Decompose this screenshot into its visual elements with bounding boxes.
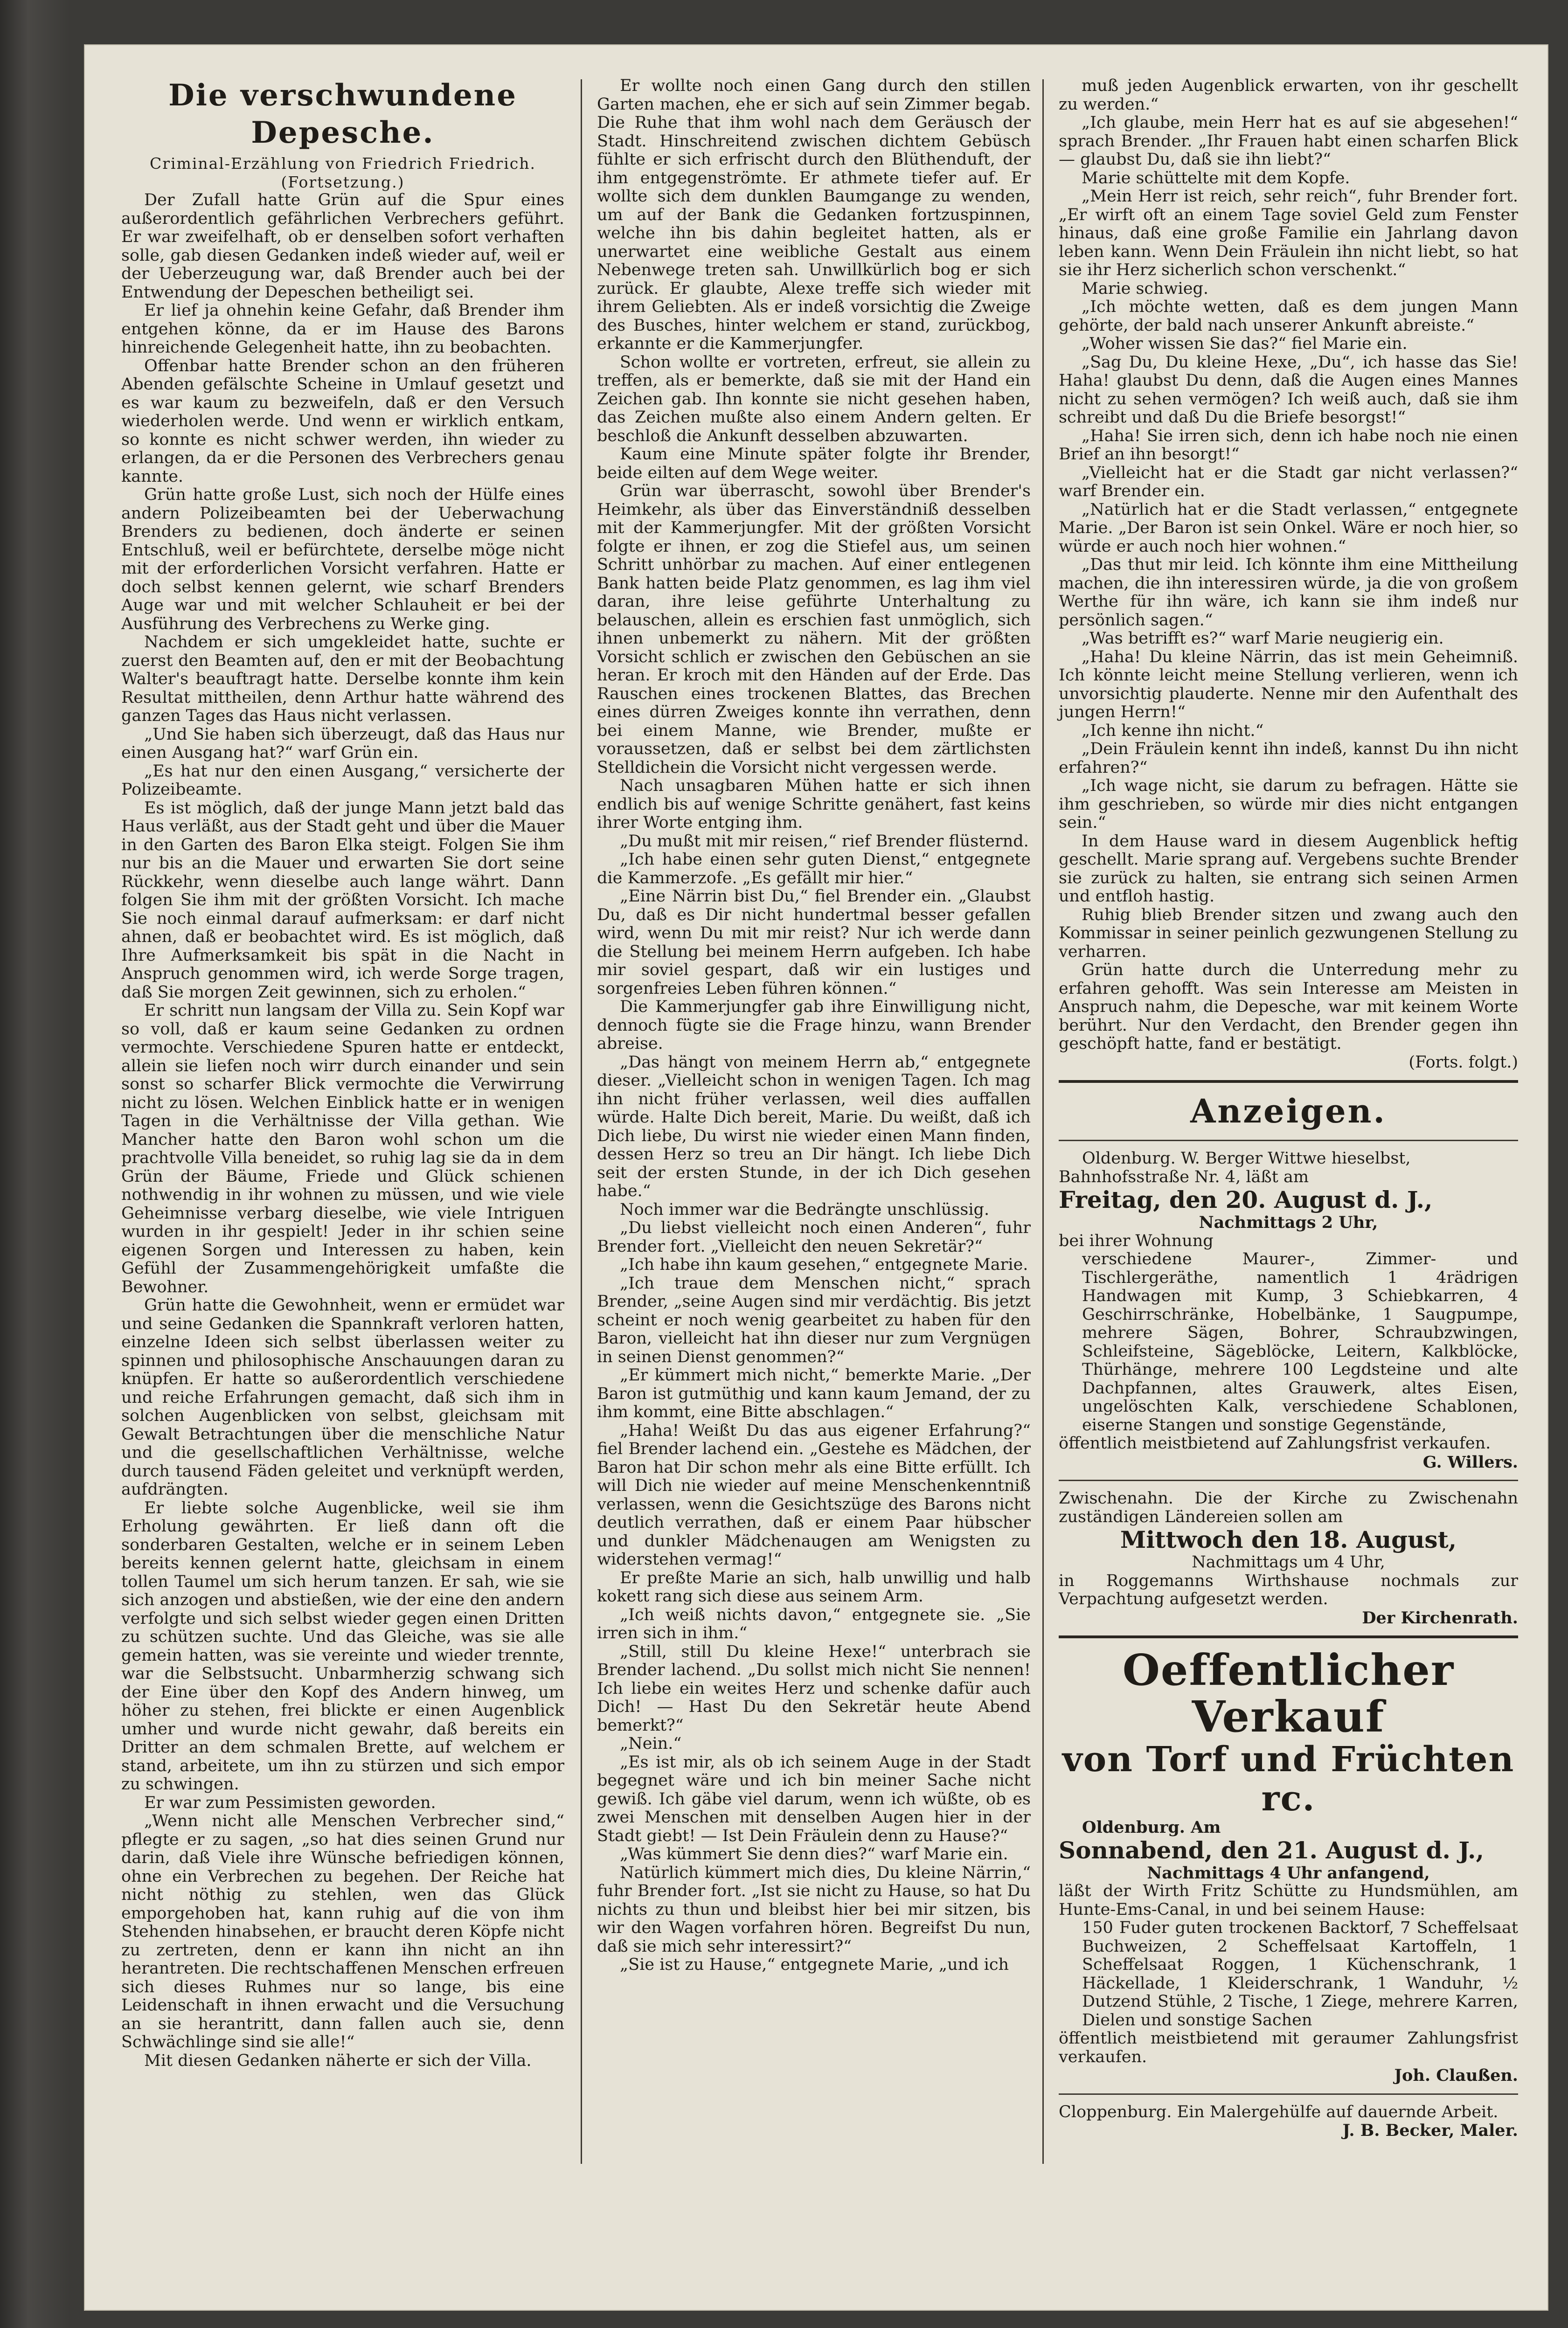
ad-items: 150 Fuder guten trockenen Backtorf, 7 Scheffelsaat Buchweizen, 2 Scheffelsaat Kartoffeln, 1 Scheffelsaat Roggen, 1 Küchenschrank, 1 Häckellade, 1 Kleiderschrank, 1 Wanduhr, ½ Dutzend Stühle, 2 Tische, 1 Ziege, mehrere Karren, Dielen und sonstige Sachen bbox=[1082, 1919, 1518, 2030]
paragraph: Grün war überrascht, sowohl über Brender's Heimkehr, als über das Einverständniß desselben mit der Kammerjungfer. Mit der größten Vorsicht folgte er ihnen, er zog die Stiefel aus, um seinen Schritt unhörbar zu machen. Auf einer entlegenen Bank hatten beide Platz genommen, es lag ihm viel daran, ihre leise geführte Unterhaltung zu belauschen, allein es erschien fast unmöglich, sich ihnen unbemerkt zu nähern. Mit der größten Vorsicht schlich er zwischen den Gebüschen an sie heran. Er kroch mit den Händen auf der Erde. Das Rauschen eines trockenen Blattes, das Brechen eines dürren Zweiges konnte ihn verrathen, denn bei einem Manne, wie Brender, mußte er voraussetzen, daß er selbst bei dem zärtlichsten Stelldichein die Vorsicht nicht vergessen werde. bbox=[597, 482, 1031, 777]
paragraph: „Du mußt mit mir reisen,“ rief Brender flüsternd. bbox=[620, 831, 1029, 851]
paragraph: muß jeden Augenblick erwarten, von ihr geschellt zu werden.“ bbox=[1059, 76, 1518, 114]
paragraph: Er lief ja ohnehin keine Gefahr, daß Brender ihm entgehen könne, da er im Hause des Barons hinreichende Gelegenheit hatte, ihn zu beobachten. bbox=[121, 301, 564, 357]
column-rule bbox=[1042, 79, 1044, 2164]
ad-time: Nachmittags 2 Uhr, bbox=[1199, 1213, 1378, 1232]
ad-date: Freitag, den 20. August d. J., bbox=[1059, 1186, 1433, 1213]
story-continuation: (Fortsetzung.) bbox=[281, 173, 405, 191]
paragraph: „Sag Du, Du kleine Hexe, „Du“, ich hasse das Sie! Haha! glaubst Du denn, daß die Augen eines Mannes nicht zu sehen vermögen? Ich weiß auch, daß sie ihm schreibt und daß Du die Briefe besorgst!“ bbox=[1059, 353, 1518, 427]
divider bbox=[1059, 1480, 1518, 1481]
column-left bbox=[121, 77, 564, 2070]
ad-signature: G. Willers. bbox=[1422, 1452, 1518, 1472]
paragraph: Mit diesen Gedanken näherte er sich der Villa. bbox=[144, 2051, 532, 2070]
ad-sale-torf bbox=[1059, 1647, 1518, 2085]
divider bbox=[1059, 1635, 1518, 1638]
ad-time: Nachmittags 4 Uhr anfangend, bbox=[1147, 1863, 1430, 1883]
paragraph: „Sie ist zu Hause,“ entgegnete Marie, „und ich bbox=[620, 1955, 1009, 1974]
paragraph: Grün hatte die Gewohnheit, wenn er ermüdet war und seine Gedanken die Spannkraft verloren hatten, einzelne Ideen sich selbst überlassen weiter zu spinnen und philosophische Anschauungen daran zu knüpfen. Er hatte so außerordentlich verschiedene und reiche Erfahrungen gemacht, daß sich ihm in solchen Augenblicken von selbst, gleichsam mit Gewalt Betrachtungen über die menschliche Natur und die gesellschaftlichen Verhältnisse, welche durch tausend Fäden geleitet und verknüpft werden, aufdrängten. bbox=[121, 1296, 564, 1499]
ad-text: Zwischenahn. Die der Kirche zu Zwischenahn zuständigen Ländereien sollen am bbox=[1059, 1489, 1518, 1526]
ad-items: verschiedene Maurer-, Zimmer- und Tischlergeräthe, namentlich 1 4rädrigen Handwagen mit Kump, 3 Schiebkarren, 4 Geschirrschränke, Hobelbänke, 1 Saugpumpe, mehrere Sägen, Bohrer, Schraubzwingen, Schleifsteine, Sägeblöcke, Leitern, Kalkblöcke, Thürhänge, mehrere 100 Legdsteine und alte Dachpfannen, altes Grauwerk, altes Eisen, ungelöschten Kalk, verschiedene Schablonen, eiserne Stangen und sonstige Gegenstände, bbox=[1082, 1250, 1518, 1434]
paragraph: „Das thut mir leid. Ich könnte ihm eine Mittheilung machen, die ihn interessiren würde, ja die von großem Werthe für ihn wäre, ich kann sie ihm indeß nur persönlich sagen.“ bbox=[1059, 555, 1518, 630]
paragraph: „Was betrifft es?“ warf Marie neugierig ein. bbox=[1082, 629, 1444, 648]
paragraph: „Du liebst vielleicht noch einen Anderen“, fuhr Brender fort. „Vielleicht den neuen Sekretär?“ bbox=[597, 1219, 1031, 1256]
paragraph: „Haha! Sie irren sich, denn ich habe noch nie einen Brief an ihn besorgt!“ bbox=[1059, 426, 1518, 464]
ad-text: läßt der Wirth Fritz Schütte zu Hundsmühlen, am Hunte-Ems-Canal, in und bei seinem Hause: bbox=[1059, 1882, 1518, 1919]
paragraph: Noch immer war die Bedrängte unschlüssig. bbox=[620, 1200, 990, 1219]
paragraph: „Nein.“ bbox=[620, 1734, 682, 1753]
to-be-continued: (Forts. folgt.) bbox=[1408, 1053, 1518, 1072]
ad-job-becker bbox=[1059, 2103, 1518, 2140]
paragraph: „Das hängt von meinem Herrn ab,“ entgegnete dieser. „Vielleicht schon in wenigen Tagen. Ich mag ihn nicht früher verlassen, weil dies auffallen würde. Halte Dich bereit, Marie. Du weißt, daß ich Dich liebe, Du wirst nie wieder einen Mann finden, dessen Herz so treu an Dir hängt. Ich liebe Dich seit der ersten Stunde, in der ich Dich gesehen habe.“ bbox=[597, 1053, 1031, 1200]
paragraph: „Und Sie haben sich überzeugt, daß das Haus nur einen Ausgang hat?“ warf Grün ein. bbox=[121, 725, 564, 762]
paragraph: „Er kümmert mich nicht,“ bemerkte Marie. „Der Baron ist gutmüthig und kann kaum Jemand, der zu ihm kommt, eine Bitte abschlagen.“ bbox=[597, 1366, 1031, 1421]
ad-text: Cloppenburg. Ein Malergehülfe auf dauernde Arbeit. bbox=[1059, 2102, 1499, 2121]
paragraph: Er schritt nun langsam der Villa zu. Sein Kopf war so voll, daß er kaum seine Gedanken zu ordnen vermochte. Verschiedene Spuren hatte er entdeckt, allein sie liefen noch wirr durch einander und sein sonst so scharfer Blick vermochte die Verwirrung nicht zu lösen. Welchen Einblick hatte er in wenigen Tagen in die Verhältnisse der Villa gethan. Wie Mancher hatte den Baron wohl schon um die prachtvolle Villa beneidet, so ruhig lag sie da in dem Grün der Bäume, Friede und Glück schienen nothwendig in ihr wohnen zu müssen, und wie viele Geheimnisse verbarg dieselbe, wie viele Intriguen wurden in ihr gespielt! Jeder in ihr schien seine eigenen Sorgen und Interessen zu haben, kein Gefühl der Zusammengehörigkeit umfaßte die Bewohner. bbox=[121, 1001, 564, 1296]
paragraph: „Was kümmert Sie denn dies?“ warf Marie ein. bbox=[620, 1845, 1008, 1864]
paragraph: „Woher wissen Sie das?“ fiel Marie ein. bbox=[1082, 334, 1408, 353]
paragraph: „Es ist mir, als ob ich seinem Auge in der Stadt begegnet wäre und ich bin meiner Sache nicht gewiß. Ich gäbe viel darum, wenn ich wüßte, ob es zwei Menschen mit denselben Augen hier in der Stadt giebt! — Ist Dein Fräulein denn zu Hause?“ bbox=[597, 1753, 1031, 1845]
ad-text: Oldenburg. W. Berger Wittwe hieselbst, bbox=[1082, 1149, 1411, 1168]
paragraph: Nach unsagbaren Mühen hatte er sich ihnen endlich bis auf wenige Schritte genähert, fast keins ihrer Worte entging ihm. bbox=[597, 776, 1031, 832]
paragraph: „Ich habe einen sehr guten Dienst,“ entgegnete die Kammerzofe. „Es gefällt mir hier.“ bbox=[597, 850, 1031, 887]
paragraph: „Ich weiß nichts davon,“ entgegnete sie. „Sie irren sich in ihm.“ bbox=[597, 1605, 1031, 1642]
ad-text: Bahnhofsstraße Nr. 4, läßt am bbox=[1059, 1167, 1309, 1186]
paragraph: „Mein Herr ist reich, sehr reich“, fuhr Brender fort. „Er wirft oft an einem Tage soviel Geld zum Fenster hinaus, daß eine große Familie ein Jahrlang davon leben kann. Wenn Dein Fräulein ihn nicht liebt, so hat sie ihr Herz sicherlich schon verschenkt.“ bbox=[1059, 187, 1518, 279]
column-rule bbox=[581, 79, 582, 2164]
paragraph: „Es hat nur den einen Ausgang,“ versicherte der Polizeibeamte. bbox=[121, 762, 564, 799]
paragraph: „Ich wage nicht, sie darum zu befragen. Hätte sie ihm geschrieben, so würde mir dies nicht entgangen sein.“ bbox=[1059, 776, 1518, 832]
column-middle bbox=[597, 77, 1031, 1975]
ad-auction-berger bbox=[1059, 1150, 1518, 1471]
paragraph: Es ist möglich, daß der junge Mann jetzt bald das Haus verläßt, aus der Stadt geht und über die Mauer in den Garten des Baron Elka steigt. Folgen Sie ihm nur bis an die Mauer und erwarten Sie dort seine Rückkehr, wenn dieselbe auch lange währt. Dann folgen Sie ihm mit der größten Vorsicht. Ich mache Sie noch einmal darauf aufmerksam: er darf nicht ahnen, daß er beobachtet wird. Es ist möglich, daß Ihre Aufmerksamkeit bis spät in die Nacht in Anspruch genommen wird, ich werde Sorge tragen, daß Sie morgen Zeit gewinnen, sich zu erholen.“ bbox=[121, 798, 564, 1002]
ad-headline: von Torf und Früchten rc. bbox=[1062, 1739, 1515, 1819]
paragraph: „Haha! Weißt Du das aus eigener Erfahrung?“ fiel Brender lachend ein. „Gestehe es Mädchen, der Baron hat Dir schon mehr als eine Bitte erfüllt. Ich will Dich nie wieder auf meine Menschenkenntniß verlassen, wenn die Gesichtszüge des Barons nicht deutlich verrathen, daß er einem Paar hübscher und dunkler Mädchenaugen am Wenigsten zu widerstehen vermag!“ bbox=[597, 1421, 1031, 1569]
paragraph: Er preßte Marie an sich, halb unwillig und halb kokett rang sich diese aus seinem Arm. bbox=[597, 1568, 1031, 1606]
paragraph: Grün hatte durch die Unterredung mehr zu erfahren gehofft. Was sein Interesse am Meisten in Anspruch nahm, die Depesche, war mit keinem Worte berührt. Nur den Verdacht, den Brender gegen ihn geschöpft hatte, fand er bestätigt. bbox=[1059, 961, 1518, 1053]
paragraph: Nachdem er sich umgekleidet hatte, suchte er zuerst den Beamten auf, den er mit der Beobachtung Walter's beauftragt hatte. Derselbe konnte ihm kein Resultat mittheilen, denn Arthur hatte während des ganzen Tages das Haus nicht verlassen. bbox=[121, 633, 564, 725]
divider bbox=[1059, 1140, 1518, 1141]
paragraph: Der Zufall hatte Grün auf die Spur eines außerordentlich gefährlichen Verbrechers geführt. Er war zweifelhaft, ob er denselben sofort verhaften solle, gab diesen Gedanken indeß wieder auf, weil er der Ueberzeugung war, daß Brender auch bei der Entwendung der Depeschen betheiligt sei. bbox=[121, 191, 564, 302]
paragraph: Grün hatte große Lust, sich noch der Hülfe eines andern Polizeibeamten bei der Ueberwachung Brenders zu bedienen, doch änderte er seinen Entschluß, weil er befürchtete, derselbe möge nicht mit der erforderlichen Vorsicht verfahren. Hatte er doch selbst kennen gelernt, wie scharf Brenders Auge war und mit welcher Schlauheit er bei der Ausführung des Verbrechens zu Werke ging. bbox=[121, 485, 564, 633]
paragraph: In dem Hause ward in diesem Augenblick heftig geschellt. Marie sprang auf. Vergebens suchte Brender sie zurück zu halten, sie entrang sich seinen Armen und entfloh hastig. bbox=[1059, 831, 1518, 906]
paragraph: „Dein Fräulein kennt ihn indeß, kannst Du ihn nicht erfahren?“ bbox=[1059, 740, 1518, 777]
story-title: Die verschwundene Depesche. bbox=[168, 78, 517, 150]
divider bbox=[1059, 2093, 1518, 2095]
paragraph: Er war zum Pessimisten geworden. bbox=[144, 1793, 436, 1812]
ad-signature: Der Kirchenrath. bbox=[1362, 1608, 1518, 1628]
ad-text: bei ihrer Wohnung bbox=[1059, 1231, 1214, 1250]
story-subtitle: Criminal-Erzählung von Friedrich Friedrich. bbox=[149, 154, 536, 173]
ad-headline: Oeffentlicher Verkauf bbox=[1122, 1645, 1455, 1742]
paragraph: Die Kammerjungfer gab ihre Einwilligung nicht, dennoch fügte sie die Frage hinzu, wann Brender abreise. bbox=[597, 998, 1031, 1053]
ad-date: Mittwoch den 18. August, bbox=[1120, 1526, 1457, 1553]
paragraph: Er liebte solche Augenblicke, weil sie ihm Erholung gewährten. Er ließ dann oft die sonderbaren Gestalten, welche er in seinem Leben bereits kennen gelernt hatte, gleichsam in einem tollen Taumel um sich herum tanzen. Er sah, wie sie sich anzogen und abstießen, wie der eine den andern verfolgte und sich selbst wieder gegen einen Dritten zu schützen suchte. Und das Gleiche, was sie alle gemein hatten, was sie vereinte und wieder trennte, war die Selbstsucht. Unbarmherzig schwang sich der Eine über den Kopf des Andern hinweg, um höher zu stehen, frei blickte er einen Augenblick umher und wurde nicht gewahr, daß bereits ein Dritter an dem schmalen Brette, auf welchem er stand, arbeitete, um ihn zu stürzen und sich empor zu schwingen. bbox=[121, 1498, 564, 1794]
paragraph: „Ich kenne ihn nicht.“ bbox=[1082, 721, 1264, 740]
paragraph: Schon wollte er vortreten, erfreut, sie allein zu treffen, als er bemerkte, daß sie mit der Hand ein Zeichen gab. Ihn konnte sie nicht gesehen haben, das Zeichen mußte also einem Andern gelten. Er beschloß die Ankunft desselben abzuwarten. bbox=[597, 353, 1031, 445]
ad-text: öffentlich meistbietend auf Zahlungsfrist verkaufen. bbox=[1059, 1434, 1491, 1453]
ads-heading: Anzeigen. bbox=[1190, 1092, 1387, 1130]
paragraph: Ruhig blieb Brender sitzen und zwang auch den Kommissar in seiner peinlich gezwungenen Stellung zu verharren. bbox=[1059, 905, 1518, 961]
paragraph: Er wollte noch einen Gang durch den stillen Garten machen, ehe er sich auf sein Zimmer begab. Die Ruhe that ihm wohl nach dem Geräusch der Stadt. Hinschreitend zwischen dichtem Gebüsch fühlte er sich erfrischt durch den Blüthenduft, der ihm entgegenströmte. Er athmete tiefer auf. Er wollte sich dem dunklen Baumgange zu wenden, um auf der Bank die Gedanken fortzuspinnen, welche ihn bis dahin begleitet hatten, als er unerwartet eine weibliche Gestalt aus einem Nebenwege treten sah. Unwillkürlich bog er sich zurück. Er glaubte, Alexe treffe sich wieder mit ihrem Geliebten. Als er indeß vorsichtig die Zweige des Busches, hinter welchem er stand, zurückbog, erkannte er die Kammerjungfer. bbox=[597, 76, 1031, 353]
paragraph: Offenbar hatte Brender schon an den früheren Abenden gefälschte Scheine in Umlauf gesetzt und es war kaum zu bezweifeln, daß er den Versuch wiederholen werde. Und wenn er wirklich entkam, so konnte es nicht schwer werden, ihn wieder zu erlangen, da er die Personen des Verbrechers genau kannte. bbox=[121, 356, 564, 486]
paragraph: „Still, still Du kleine Hexe!“ unterbrach sie Brender lachend. „Du sollst mich nicht Sie nennen! Ich liebe ein weites Herz und schenke dafür auch Dich! — Hast Du den Sekretär heute Abend bemerkt?“ bbox=[597, 1642, 1031, 1735]
ad-time: Nachmittags um 4 Uhr, bbox=[1192, 1553, 1385, 1572]
ad-lease-zwischenahn bbox=[1059, 1490, 1518, 1627]
paragraph: „Wenn nicht alle Menschen Verbrecher sind,“ pflegte er zu sagen, „so hat dies seinen Grund nur darin, daß Viele ihre Wünsche befriedigen können, ohne ein Verbrechen zu begehen. Der Reiche hat nicht nöthig zu stehlen, wen das Glück emporgehoben hat, kann ruhig auf die von ihm Stehenden hinabsehen, er braucht deren Köpfe nicht zu zertreten, denn er kann ihn nicht an ihn herantreten. Die rechtschaffenen Menschen erfreuen sich dieses Ruhmes nur so lange, bis eine Leidenschaft in ihnen erwacht und die Versuchung an sie herantritt, dann fallen auch sie, denn Schwächlinge sind sie alle!“ bbox=[121, 1812, 564, 2051]
paragraph: „Eine Närrin bist Du,“ fiel Brender ein. „Glaubst Du, daß es Dir nicht hundertmal besser gefallen wird, wenn Du mit mir reist? Nur ich werde dann die Stellung bei meinem Herrn aufgeben. Ich habe mir soviel gespart, daß wir ein lustiges und sorgenfreies Leben führen können.“ bbox=[597, 887, 1031, 998]
newspaper-page bbox=[84, 44, 1548, 2311]
paragraph: „Ich traue dem Menschen nicht,“ sprach Brender, „seine Augen sind mir verdächtig. Bis jetzt scheint er noch wenig gearbeitet zu haben für den Baron, vielleicht hat ihn dieser nur zum Vergnügen in seinen Dienst genommen?“ bbox=[597, 1274, 1031, 1366]
ad-text: Oldenburg. Am bbox=[1082, 1818, 1221, 1837]
ad-signature: J. B. Becker, Maler. bbox=[1342, 2121, 1518, 2140]
paragraph: „Haha! Du kleine Närrin, das ist mein Geheimniß. Ich könnte leicht meine Stellung verlieren, wenn ich unvorsichtig plauderte. Nenne mir den Aufenthalt des jungen Herrn!“ bbox=[1059, 647, 1518, 721]
paragraph: „Ich möchte wetten, daß es dem jungen Mann gehörte, der bald nach unserer Ankunft abreiste.“ bbox=[1059, 298, 1518, 335]
ad-text: in Roggemanns Wirthshause nochmals zur Verpachtung aufgesetzt werden. bbox=[1059, 1571, 1518, 1608]
section-divider bbox=[1059, 1080, 1518, 1083]
paragraph: Natürlich kümmert mich dies, Du kleine Närrin,“ fuhr Brender fort. „Ist sie nicht zu Hause, so hat Du nichts zu thun und bleibst hier bei mir sitzen, bis wir den Wagen vorfahren hören. Begreifst Du nun, daß sie mich sehr interessirt?“ bbox=[597, 1863, 1031, 1956]
paragraph: „Natürlich hat er die Stadt verlassen,“ entgegnete Marie. „Der Baron ist sein Onkel. Wäre er noch hier, so würde er auch noch hier wohnen.“ bbox=[1059, 500, 1518, 556]
ad-date: Sonnabend, den 21. August d. J., bbox=[1059, 1836, 1484, 1864]
paragraph: „Ich habe ihn kaum gesehen,“ entgegnete Marie. bbox=[620, 1255, 1028, 1274]
paragraph: Marie schwieg. bbox=[1082, 279, 1208, 298]
column-right bbox=[1059, 77, 1518, 2140]
ad-signature: Joh. Claußen. bbox=[1394, 2066, 1518, 2085]
paragraph: Marie schüttelte mit dem Kopfe. bbox=[1082, 168, 1350, 187]
paragraph: „Ich glaube, mein Herr hat es auf sie abgesehen!“ sprach Brender. „Ihr Frauen habt einen scharfen Blick — glaubst Du, daß sie ihn liebt?“ bbox=[1059, 113, 1518, 169]
ad-text: öffentlich meistbietend mit geraumer Zahlungsfrist verkaufen. bbox=[1059, 2029, 1518, 2066]
paragraph: Kaum eine Minute später folgte ihr Brender, beide eilten auf dem Wege weiter. bbox=[597, 445, 1031, 482]
paragraph: „Vielleicht hat er die Stadt gar nicht verlassen?“ warf Brender ein. bbox=[1059, 463, 1518, 500]
